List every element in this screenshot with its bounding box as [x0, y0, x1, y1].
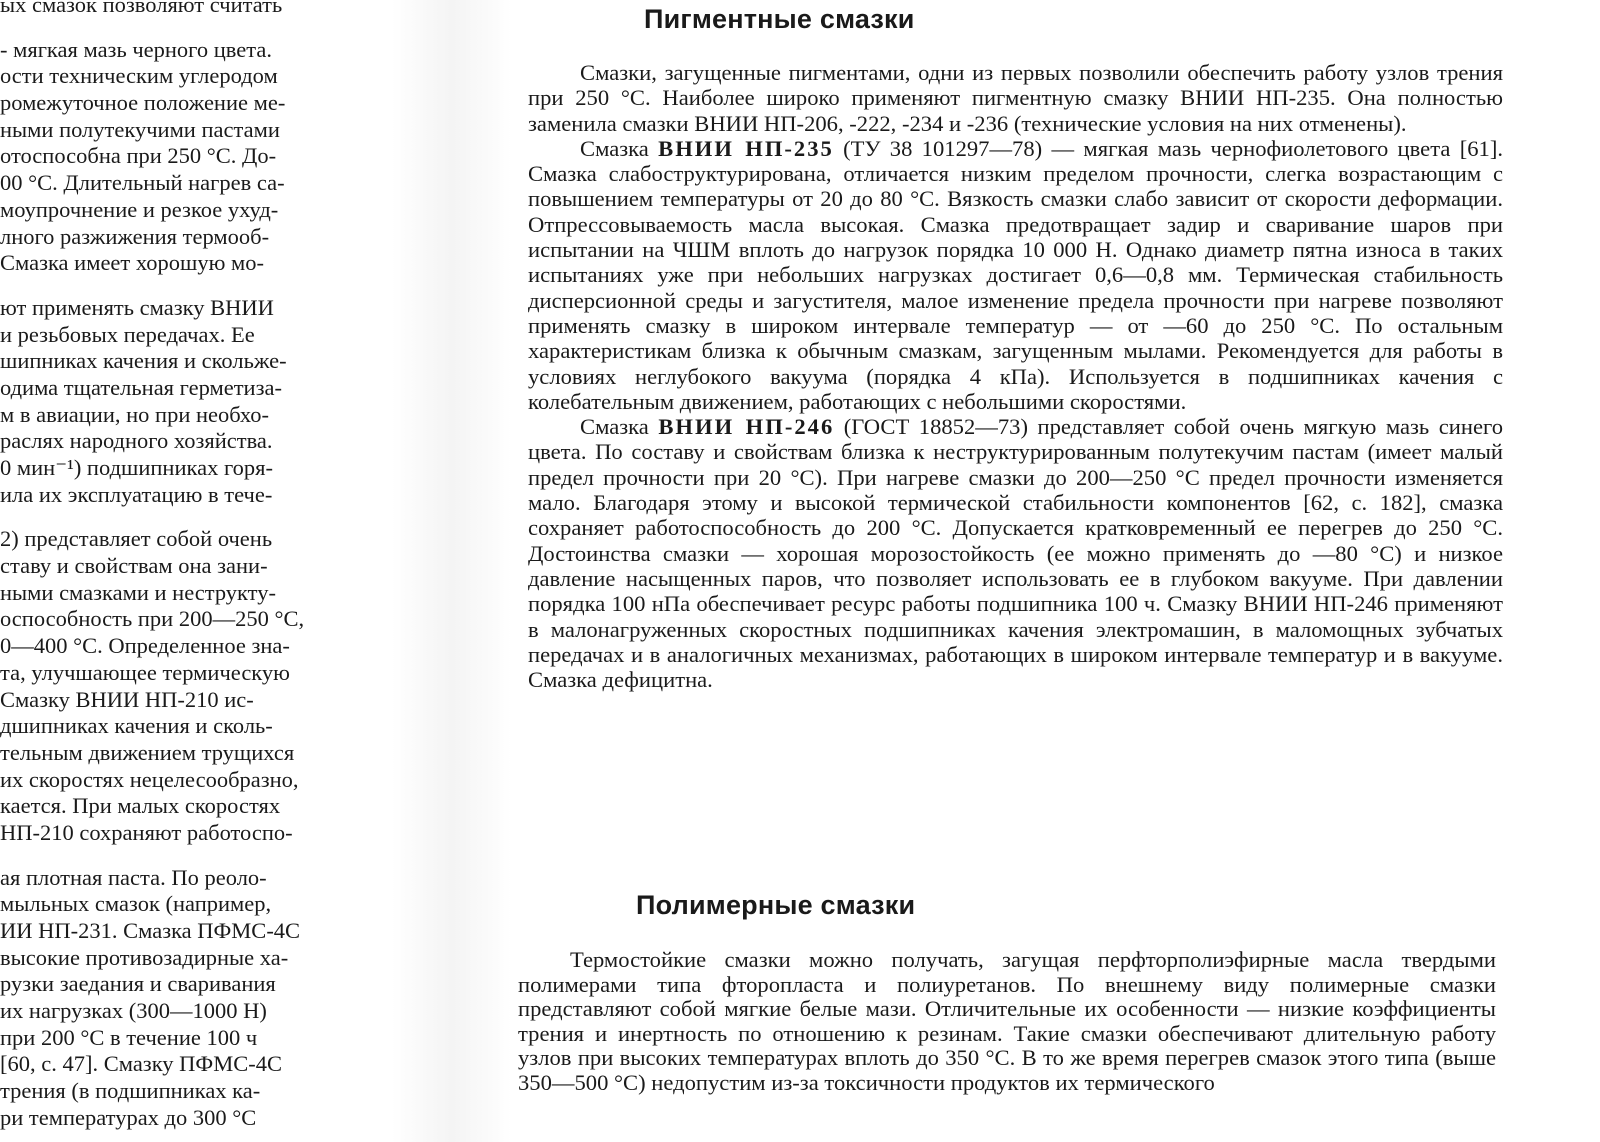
left-column-line: ИИ НП-231. Смазка ПФМС-4С [0, 918, 301, 943]
left-column-line: 00 °С. Длительный нагрев са- [0, 170, 285, 196]
pigment-section-body [528, 60, 1503, 692]
left-column-line: ри температурах до 300 °С [0, 1104, 257, 1130]
np235-body: (ТУ 38 101297—78) — мягкая мазь чернофиолетового цвета [61]. Смазка слабоструктурирована, отличается низким пределом прочности, слегка возрастающим с повышением температуры от 20 до 80 °С. Вязкость смазки слабо зависит от скорости деформации. Отпрессовываемость масла высокая. Смазка предотвращает задир и сваривание шаров при испытании на ЧШМ вплоть до нагрузок порядка 10 000 Н. Однако диаметр пятна износа в таких испытаниях уже при небольших нагрузках достигает 0,6—0,8 мм. Термическая стабильность дисперсионной среды и загустителя, малое изменение предела прочности при нагреве позволяют применять смазку в широком интервале температур — от —60 до 250 °С. По остальным характеристикам близка к обычным смазкам, загущенным мылами. Рекомендуется для работы в условиях неглубокого вакуума (порядка 4 кПа). Используется в подшипниках качения с колебательным движением, работающих с небольшими скоростями. [528, 135, 1503, 414]
page-gutter [392, 0, 512, 1142]
left-column-line: ными полутекучими пастами [0, 116, 280, 142]
section-heading-pigment: Пигментные смазки [644, 4, 915, 34]
left-column-line: и резьбовых передачах. Ее [0, 321, 255, 347]
np235-lead: Смазка [580, 135, 659, 161]
left-column-line: ромежуточное положение ме- [0, 90, 286, 116]
left-column-line: их нагрузках (300—1000 Н) [0, 998, 267, 1024]
left-column-line: высокие противозадирные ха- [0, 944, 289, 970]
left-column-line: моупрочнение и резкое ухуд- [0, 196, 279, 222]
np235-name: ВНИИ НП-235 [658, 135, 834, 161]
left-column-line: кается. При малых скоростях [0, 793, 281, 819]
left-page-column [0, 0, 380, 1132]
paragraph-np235 [528, 136, 1503, 414]
left-column-line: ости техническим углеродом [0, 63, 278, 89]
left-column-line: мыльных смазок (например, [0, 891, 272, 917]
left-column-line: ила их эксплуатацию в тече- [0, 481, 273, 507]
paragraph-np246 [528, 414, 1503, 692]
np246-name: ВНИИ НП-246 [658, 414, 835, 440]
left-column-line: НП-210 сохраняют работоспо- [0, 819, 293, 845]
left-column-line: ая плотная паста. По реоло- [0, 864, 267, 890]
left-column-line: тельным движением трущихся [0, 739, 295, 765]
left-column-line: 0 мин⁻¹) подшипниках горя- [0, 455, 273, 480]
left-column-line: ными смазками и неструкту- [0, 579, 276, 605]
np246-body: (ГОСТ 18852—73) представляет собой очень мягкую мазь синего цвета. По составу и свойствам близка к неструктурированным полутекучим пастам (имеет малый предел прочности при 20 °С). При нагреве смазки до 200—250 °С предел прочности изменяется мало. Благодаря этому и высокой термической стабильности компонентов [62, с. 182], смазка сохраняет работоспособность до 200 °С. Допускается кратковременный ее перегрев до 250 °С. Достоинства смазки — хорошая морозостойкость (ее можно применять до —80 °С) и низкое давление насыщенных паров, что позволяет использовать ее в глубоком вакууме. При давлении порядка 100 нПа обеспечивает ресурс работы подшипника 100 ч. Смазку ВНИИ НП-246 применяют в малонагруженных скоростных подшипниках качения электромашин, в маломощных зубчатых передачах и в аналогичных механизмах, работающих в широком интервале температур и в вакууме. Смазка дефицитна. [528, 414, 1504, 693]
left-column-line: рузки заедания и сваривания [0, 971, 276, 997]
left-column-line: 0—400 °С. Определенное зна- [0, 633, 290, 659]
left-column-line: ставу и свойствам она зани- [0, 553, 268, 579]
left-column-line: 2) представляет собой очень [0, 526, 273, 552]
left-column-line: Смазку ВНИИ НП-210 ис- [0, 686, 254, 712]
left-column-line: их скоростях нецелесообразно, [0, 766, 299, 792]
left-column-line: Смазка имеет хорошую мо- [0, 250, 265, 276]
left-column-line: одима тщательная герметиза- [0, 374, 282, 400]
left-column-line: отоспособна при 250 °С. До- [0, 143, 277, 169]
left-column-line: при 200 °С в течение 100 ч [0, 1024, 258, 1050]
paragraph-intro: Смазки, загущенные пигментами, одни из первых позволили обеспечить работу узлов трения при 250 °С. Наиболее широко применяют пигментную смазку ВНИИ НП-235. Она полностью заменила смазки ВНИИ НП-206, -222, -234 и -236 (технические условия на них отменены). [528, 60, 1503, 136]
left-column-line: дшипниках качения и сколь- [0, 713, 273, 739]
left-column-line: трения (в подшипниках ка- [0, 1078, 261, 1104]
left-column-line: [60, с. 47]. Смазку ПФМС-4С [0, 1051, 282, 1077]
left-column-line: раслях народного хозяйства. [0, 428, 273, 454]
np246-lead: Смазка [580, 414, 659, 440]
left-column-line: оспособность при 200—250 °С, [0, 606, 305, 632]
left-column-line: м в авиации, но при необхо- [0, 401, 270, 427]
left-column-line: шипниках качения и скольже- [0, 348, 287, 374]
left-column-line: ых смазок позволяют считать [0, 0, 283, 17]
left-column-line: та, улучшающее термическую [0, 659, 290, 685]
left-column-line: - мягкая мазь черного цвета. [0, 36, 272, 62]
polymer-section-body [518, 948, 1496, 1095]
section-heading-polymer: Полимерные смазки [636, 890, 916, 920]
left-column-line: лного разжижения термооб- [0, 223, 270, 249]
paragraph-polymer: Термостойкие смазки можно получать, загущая перфторполиэфирные масла твердыми полимерами типа фторопласта и полиуретанов. По внешнему виду полимерные смазки представляют собой мягкие белые мази. Отличительные их особенности — низкие коэффициенты трения и инертность по отношению к резинам. Такие смазки обеспечивают длительную работу узлов при высоких температурах вплоть до 350 °С. В то же время перегрев смазок этого типа (выше 350—500 °С) недопустим из-за токсичности продуктов их термического [518, 947, 1496, 1095]
left-column-line: ют применять смазку ВНИИ [0, 294, 274, 320]
